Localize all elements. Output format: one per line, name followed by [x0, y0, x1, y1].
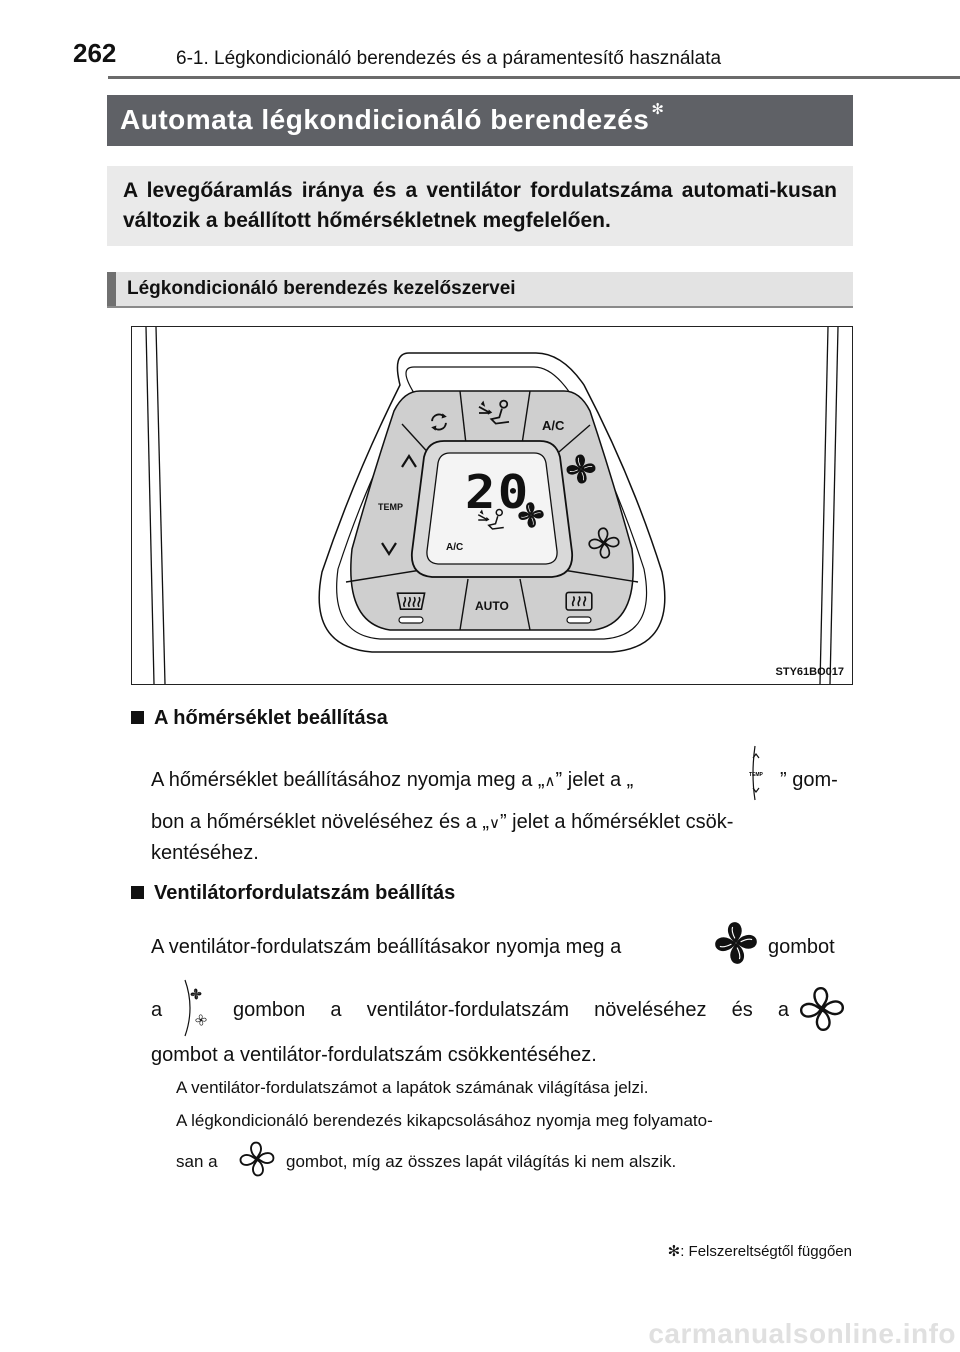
temp-line-1-end: ” gom- — [780, 769, 838, 791]
fan-solid-icon — [713, 920, 759, 966]
fan-outline-icon — [798, 985, 846, 1033]
square-bullet-icon — [131, 886, 144, 899]
section-title: Légkondicionáló berendezés kezelőszervei — [127, 278, 516, 299]
footnote-text: : Felszereltségtől függően — [680, 1243, 852, 1260]
control-panel-figure — [131, 326, 853, 685]
footnote — [668, 1242, 852, 1260]
text: ” jelet a „ — [555, 769, 634, 791]
fan-line-3: gombot a ventilátor-fordulatszám csökkentéséhez. — [151, 1044, 597, 1066]
chapter-title: 6-1. Légkondicionáló berendezés és a páramentesítő használata — [176, 48, 722, 69]
fan-note-2-end: gombot, míg az összes lapát világítás ki nem alszik. — [286, 1152, 677, 1171]
main-title-bar — [107, 95, 853, 146]
figure-code: STY61BO017 — [775, 666, 844, 678]
fan-outline-small-icon — [238, 1140, 276, 1178]
intro-box — [107, 166, 853, 246]
temp-heading-text: A hőmérséklet beállítása — [154, 707, 388, 729]
temp-line-3: kentéséhez. — [151, 842, 259, 864]
up-caret-glyph: ∧ — [544, 773, 556, 790]
auto-button[interactable]: AUTO — [475, 599, 509, 613]
temp-heading — [131, 707, 388, 730]
watermark: carmanualsonline.info — [648, 1318, 956, 1349]
display-temperature: 20 — [465, 465, 531, 519]
display-ac-indicator: A/C — [446, 542, 464, 553]
temp-label: TEMP — [378, 502, 404, 512]
ac-button[interactable]: A/C — [542, 418, 565, 433]
temp-line-1 — [151, 765, 633, 797]
fan-line-2-start: a — [151, 999, 163, 1021]
svg-text:TEMP: TEMP — [749, 772, 763, 778]
down-caret-glyph: ∨ — [488, 815, 500, 832]
text: ” jelet a hőmérséklet csök- — [499, 811, 734, 833]
fan-line-1-end: gombot — [768, 936, 835, 958]
fan-note-2: A légkondicionáló berendezés kikapcsolásához nyomja meg folyamato- — [176, 1111, 713, 1130]
header-divider — [108, 76, 960, 79]
fan-note-1: A ventilátor-fordulatszámot a lapátok számának világítása jelzi. — [176, 1078, 649, 1097]
text: A hőmérséklet beállításához nyomja meg a „ — [151, 769, 545, 791]
page-title-text: Automata légkondicionáló berendezés — [120, 104, 650, 135]
footnote-mark: ✻ — [667, 1243, 681, 1260]
section-header — [107, 272, 853, 308]
fan-line-1: A ventilátor-fordulatszám beállításakor nyomja meg a — [151, 936, 622, 958]
fan-note-2-start: san a — [176, 1152, 218, 1171]
page-title — [120, 101, 665, 136]
fan-heading-text: Ventilátorfordulatszám beállítás — [154, 882, 456, 904]
title-footnote-mark: ✻ — [651, 101, 665, 118]
temp-button-icon — [729, 744, 773, 802]
fan-heading — [131, 882, 455, 905]
fan-line-2: gombon a ventilátor-fordulatszám növeléséhez és a — [233, 999, 789, 1021]
intro-text: A levegőáramlás iránya és a ventilátor fordulatszáma automati-kusan változik a beállított hőmérsékletnek megfelelően. — [123, 179, 837, 232]
fan-button-icon — [177, 978, 219, 1038]
section-accent — [107, 272, 116, 306]
text: bon a hőmérséklet növeléséhez és a „ — [151, 811, 489, 833]
square-bullet-icon — [131, 711, 144, 724]
temp-line-2 — [151, 807, 733, 839]
page-number: 262 — [73, 38, 117, 68]
